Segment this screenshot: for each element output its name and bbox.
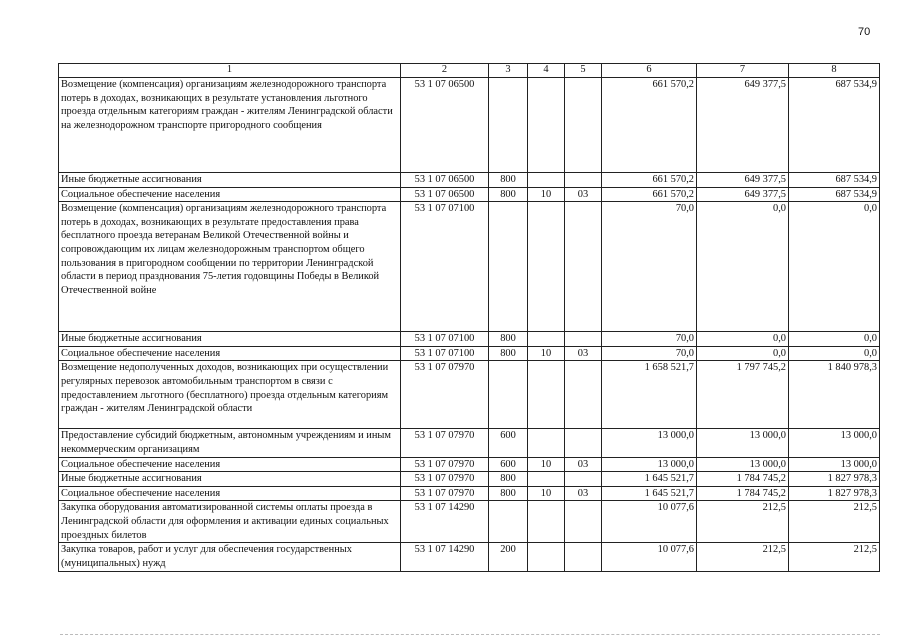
table-row [59, 202, 880, 332]
row-name-cell: Иные бюджетные ассигнования [59, 472, 401, 487]
subsection-cell [565, 173, 602, 188]
amount-year1-cell: 661 570,2 [602, 173, 697, 188]
amount-year3-cell: 0,0 [789, 332, 880, 347]
amount-year1-cell: 13 000,0 [602, 457, 697, 472]
row-name-cell: Возмещение (компенсация) организациям железнодорожного транспорта потерь в доходах, возникающих в результате установления льготного проезда отдельным категориям граждан - жителям Ленинградской области на железнодорожном транспорте пригородного сообщения [59, 78, 401, 173]
amount-year1-cell: 70,0 [602, 202, 697, 332]
amount-year3-cell: 212,5 [789, 543, 880, 571]
amount-year3-cell: 687 534,9 [789, 173, 880, 188]
row-name-cell: Возмещение (компенсация) организациям железнодорожного транспорта потерь в доходах, возникающих в результате предоставления права бесплатного проезда ветеранам Великой Отечественной войны и сопровождающим их лицам железнодорожным транспортом общего пользования в пригородном сообщении по территории Ленинградской области в период празднования 75-летия годовщины Победы в Великой Отечественной войне [59, 202, 401, 332]
row-name-cell: Иные бюджетные ассигнования [59, 173, 401, 188]
page-number: 70 [858, 26, 871, 38]
target-code-cell: 53 1 07 07970 [401, 361, 489, 429]
table-row [59, 332, 880, 347]
subsection-cell: 03 [565, 187, 602, 202]
table-row [59, 346, 880, 361]
section-cell: 10 [528, 346, 565, 361]
expense-type-cell [489, 202, 528, 332]
amount-year2-cell: 1 784 745,2 [697, 486, 789, 501]
expense-type-cell [489, 501, 528, 543]
table-body [59, 78, 880, 572]
amount-year2-cell: 649 377,5 [697, 187, 789, 202]
amount-year1-cell: 70,0 [602, 346, 697, 361]
amount-year2-cell: 0,0 [697, 332, 789, 347]
section-cell [528, 543, 565, 571]
header-cell: 6 [602, 64, 697, 78]
table-row [59, 457, 880, 472]
amount-year2-cell: 649 377,5 [697, 78, 789, 173]
row-name-cell: Закупка товаров, работ и услуг для обеспечения государственных (муниципальных) нужд [59, 543, 401, 571]
subsection-cell [565, 543, 602, 571]
row-name-cell: Социальное обеспечение населения [59, 346, 401, 361]
row-name-cell: Возмещение недополученных доходов, возникающих при осуществлении регулярных перевозок автомобильным транспортом в связи с предоставлением льготного (бесплатного) проезда отдельным категориям граждан - жителям Ленинградской области [59, 361, 401, 429]
section-cell [528, 78, 565, 173]
amount-year1-cell: 70,0 [602, 332, 697, 347]
table-row [59, 501, 880, 543]
amount-year3-cell: 687 534,9 [789, 78, 880, 173]
table-row [59, 187, 880, 202]
target-code-cell: 53 1 07 07970 [401, 486, 489, 501]
row-name-cell: Иные бюджетные ассигнования [59, 332, 401, 347]
section-cell [528, 332, 565, 347]
amount-year3-cell: 13 000,0 [789, 429, 880, 457]
expense-type-cell: 200 [489, 543, 528, 571]
amount-year1-cell: 661 570,2 [602, 187, 697, 202]
header-cell: 1 [59, 64, 401, 78]
expense-type-cell: 600 [489, 429, 528, 457]
amount-year3-cell: 212,5 [789, 501, 880, 543]
table-row [59, 78, 880, 173]
subsection-cell: 03 [565, 486, 602, 501]
amount-year2-cell: 13 000,0 [697, 457, 789, 472]
amount-year2-cell: 212,5 [697, 543, 789, 571]
expense-type-cell: 800 [489, 173, 528, 188]
section-cell [528, 361, 565, 429]
amount-year2-cell: 0,0 [697, 346, 789, 361]
target-code-cell: 53 1 07 07100 [401, 346, 489, 361]
subsection-cell [565, 361, 602, 429]
target-code-cell: 53 1 07 14290 [401, 543, 489, 571]
target-code-cell: 53 1 07 14290 [401, 501, 489, 543]
subsection-cell [565, 332, 602, 347]
target-code-cell: 53 1 07 06500 [401, 173, 489, 188]
expense-type-cell [489, 78, 528, 173]
expense-type-cell [489, 361, 528, 429]
amount-year3-cell: 0,0 [789, 202, 880, 332]
target-code-cell: 53 1 07 07970 [401, 457, 489, 472]
table-row [59, 361, 880, 429]
amount-year3-cell: 687 534,9 [789, 187, 880, 202]
header-cell: 8 [789, 64, 880, 78]
table-row [59, 486, 880, 501]
expense-type-cell: 800 [489, 187, 528, 202]
amount-year3-cell: 1 827 978,3 [789, 486, 880, 501]
amount-year1-cell: 10 077,6 [602, 543, 697, 571]
row-name-cell: Социальное обеспечение населения [59, 187, 401, 202]
row-name-cell: Социальное обеспечение населения [59, 457, 401, 472]
section-cell [528, 173, 565, 188]
amount-year1-cell: 13 000,0 [602, 429, 697, 457]
section-cell [528, 501, 565, 543]
amount-year1-cell: 1 645 521,7 [602, 486, 697, 501]
expense-type-cell: 800 [489, 346, 528, 361]
amount-year2-cell: 649 377,5 [697, 173, 789, 188]
section-cell: 10 [528, 486, 565, 501]
amount-year2-cell: 1 784 745,2 [697, 472, 789, 487]
section-cell [528, 429, 565, 457]
header-cell: 2 [401, 64, 489, 78]
expense-type-cell: 800 [489, 332, 528, 347]
budget-table [58, 63, 880, 572]
subsection-cell [565, 429, 602, 457]
header-cell: 3 [489, 64, 528, 78]
subsection-cell [565, 202, 602, 332]
row-name-cell: Предоставление субсидий бюджетным, автономным учреждениям и иным некоммерческим организациям [59, 429, 401, 457]
amount-year1-cell: 1 645 521,7 [602, 472, 697, 487]
amount-year1-cell: 1 658 521,7 [602, 361, 697, 429]
target-code-cell: 53 1 07 07970 [401, 472, 489, 487]
table-row [59, 173, 880, 188]
amount-year2-cell: 0,0 [697, 202, 789, 332]
target-code-cell: 53 1 07 06500 [401, 78, 489, 173]
table-row [59, 472, 880, 487]
header-cell: 5 [565, 64, 602, 78]
target-code-cell: 53 1 07 06500 [401, 187, 489, 202]
subsection-cell: 03 [565, 346, 602, 361]
target-code-cell: 53 1 07 07100 [401, 332, 489, 347]
amount-year3-cell: 13 000,0 [789, 457, 880, 472]
amount-year2-cell: 1 797 745,2 [697, 361, 789, 429]
subsection-cell [565, 78, 602, 173]
table-row [59, 429, 880, 457]
section-cell [528, 202, 565, 332]
footer-divider [60, 634, 880, 635]
subsection-cell [565, 472, 602, 487]
expense-type-cell: 600 [489, 457, 528, 472]
section-cell: 10 [528, 457, 565, 472]
subsection-cell: 03 [565, 457, 602, 472]
amount-year1-cell: 10 077,6 [602, 501, 697, 543]
header-row [59, 64, 880, 78]
subsection-cell [565, 501, 602, 543]
amount-year3-cell: 0,0 [789, 346, 880, 361]
amount-year3-cell: 1 840 978,3 [789, 361, 880, 429]
header-cell: 4 [528, 64, 565, 78]
target-code-cell: 53 1 07 07100 [401, 202, 489, 332]
amount-year3-cell: 1 827 978,3 [789, 472, 880, 487]
expense-type-cell: 800 [489, 486, 528, 501]
section-cell: 10 [528, 187, 565, 202]
table-row [59, 543, 880, 571]
amount-year1-cell: 661 570,2 [602, 78, 697, 173]
section-cell [528, 472, 565, 487]
amount-year2-cell: 212,5 [697, 501, 789, 543]
amount-year2-cell: 13 000,0 [697, 429, 789, 457]
row-name-cell: Закупка оборудования автоматизированной системы оплаты проезда в Ленинградской области для оформления и активации единых социальных проездных билетов [59, 501, 401, 543]
expense-type-cell: 800 [489, 472, 528, 487]
row-name-cell: Социальное обеспечение населения [59, 486, 401, 501]
header-cell: 7 [697, 64, 789, 78]
target-code-cell: 53 1 07 07970 [401, 429, 489, 457]
